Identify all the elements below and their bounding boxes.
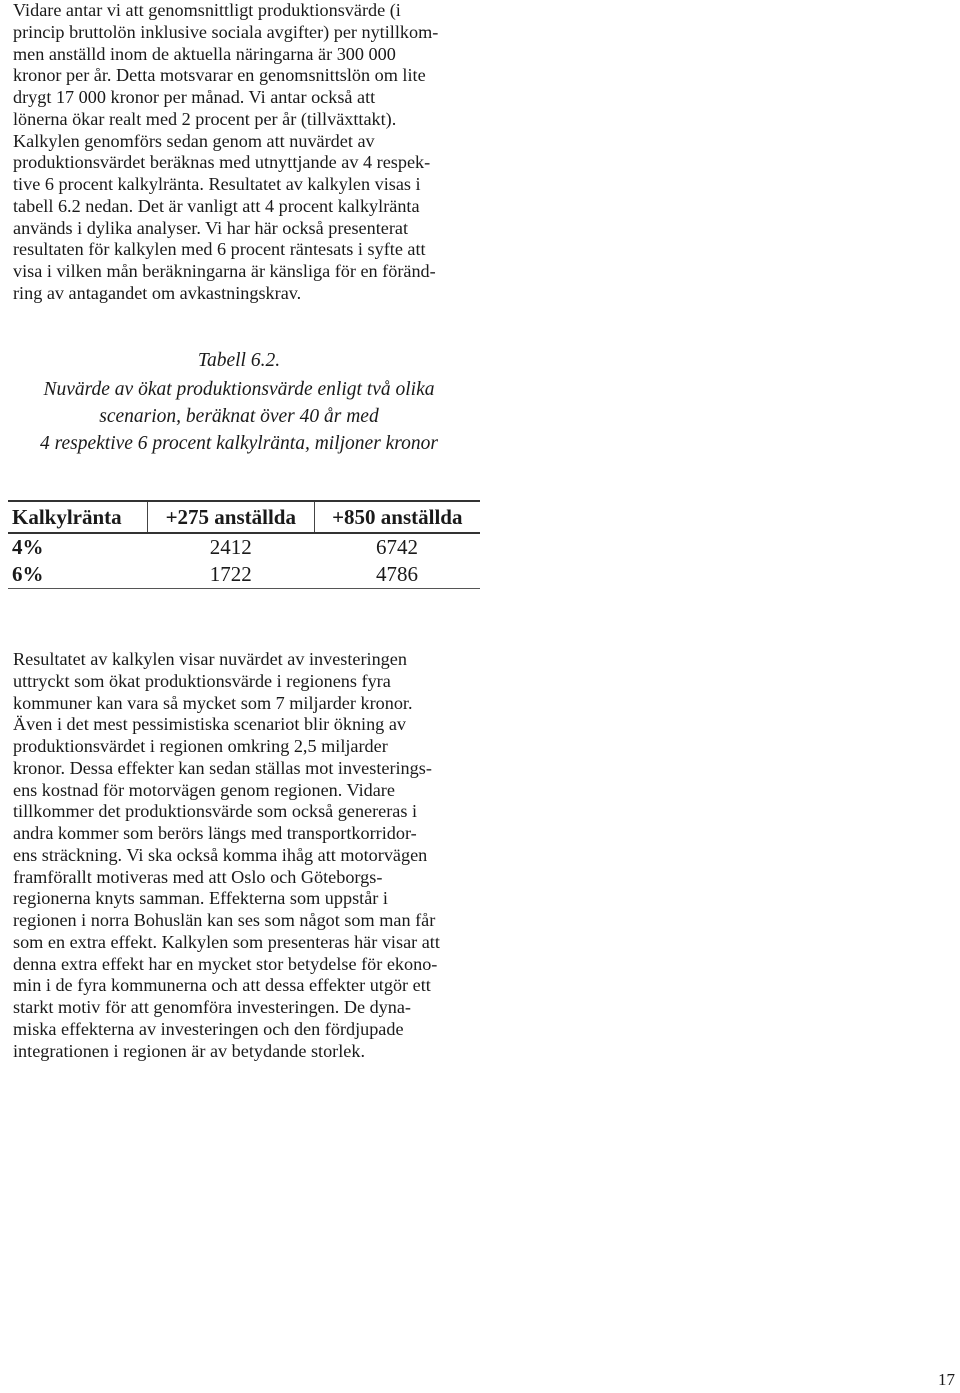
caption-line: Nuvärde av ökat produktionsvärde enligt två olika [43,379,435,400]
table-caption-title [0,376,478,457]
text-line: regionerna knyts samman. Effekterna som uppstår i [13,888,388,909]
text-line: men anställd inom de aktuella näringarna är 300 000 [13,43,396,64]
header-kalkylranta: Kalkylränta [8,501,148,533]
text-line: tabell 6.2 nedan. Det är vanligt att 4 procent kalkylränta [13,195,420,216]
text-line: kronor per år. Detta motsvarar en genomsnittslön om lite [13,65,426,86]
text-line: starkt motiv för att genomföra investeringen. De dyna- [13,997,411,1017]
paragraph-results [13,649,483,1062]
row-rate: 4% [12,535,44,559]
row-rate: 6% [8,561,148,589]
text-line: tive 6 procent kalkylränta. Resultatet av kalkylen visas i [13,174,421,194]
text-line: Resultatet av kalkylen visar nuvärdet av investeringen [13,649,407,669]
text-line: kommuner kan vara så mycket som 7 miljarder kronor. [13,692,413,713]
caption-line: scenarion, beräknat över 40 år med [99,406,379,427]
page-number: 17 [938,1370,955,1389]
header-850: +850 anställda [314,501,480,533]
text-line: ens kostnad för motorvägen genom regionen. Vidare [13,779,395,800]
row-value-275: 1722 [148,561,315,589]
text-line: drygt 17 000 kronor per månad. Vi antar också att [13,87,376,107]
text-line: andra kommer som berörs längs med transportkorridor- [13,823,417,843]
text-line: produktionsvärdet beräknas med utnyttjande av 4 respek- [13,152,431,173]
text-line: visa i vilken mån beräkningarna är känsliga för en föränd- [13,261,436,281]
table-caption-label: Tabell 6.2. [197,350,281,371]
text-line: ring av antagandet om avkastningskrav. [13,282,302,303]
text-line: som en extra effekt. Kalkylen som presenteras här visar att [13,931,440,952]
text-line: regionen i norra Bohuslän kan ses som något som man får [13,910,436,930]
text-line: kronor. Dessa effekter kan sedan ställas mot investerings- [13,757,432,778]
text-line: miska effekterna av investeringen och den fördjupade [13,1018,404,1039]
row-value-275: 2412 [209,535,252,559]
text-line: lönerna ökar realt med 2 procent per år (tillväxttakt). [13,108,397,129]
header-275: +275 anställda [148,501,315,533]
caption-line: 4 respektive 6 procent kalkylränta, miljoner kronor [39,433,439,454]
text-line: Vidare antar vi att genomsnittligt produktionsvärde (i [13,0,401,20]
text-line: ens sträckning. Vi ska också komma ihåg att motorvägen [13,844,428,865]
text-line: Kalkylen genomförs sedan genom att nuvärdet av [13,130,375,151]
paragraph-assumptions [13,0,483,305]
text-line: tillkommer det produktionsvärde som också genereras i [13,801,418,822]
table-row [8,533,480,561]
text-line: används i dylika analyser. Vi har här också presenterat [13,217,409,238]
text-line: princip bruttolön inklusive sociala avgifter) per nytillkom- [13,21,439,42]
text-line: framförallt motiveras med att Oslo och Göteborgs- [13,866,383,887]
text-line: Även i det mest pessimistiska scenariot blir ökning av [13,714,406,735]
text-line: uttryckt som ökat produktionsvärde i regionens fyra [13,670,391,691]
text-line: min i de fyra kommunerna och att dessa effekter utgör ett [13,975,431,996]
row-value-850: 4786 [314,561,480,589]
table-header-row [8,501,480,533]
table-row [8,561,480,589]
text-line: integrationen i regionen är av betydande storlek. [13,1040,366,1061]
result-table [8,500,480,589]
row-value-850: 6742 [376,535,419,559]
text-line: produktionsvärdet i regionen omkring 2,5 miljarder [13,736,388,756]
text-line: resultaten för kalkylen med 6 procent räntesats i syfte att [13,239,426,260]
text-line: denna extra effekt har en mycket stor betydelse för ekono- [13,953,438,974]
